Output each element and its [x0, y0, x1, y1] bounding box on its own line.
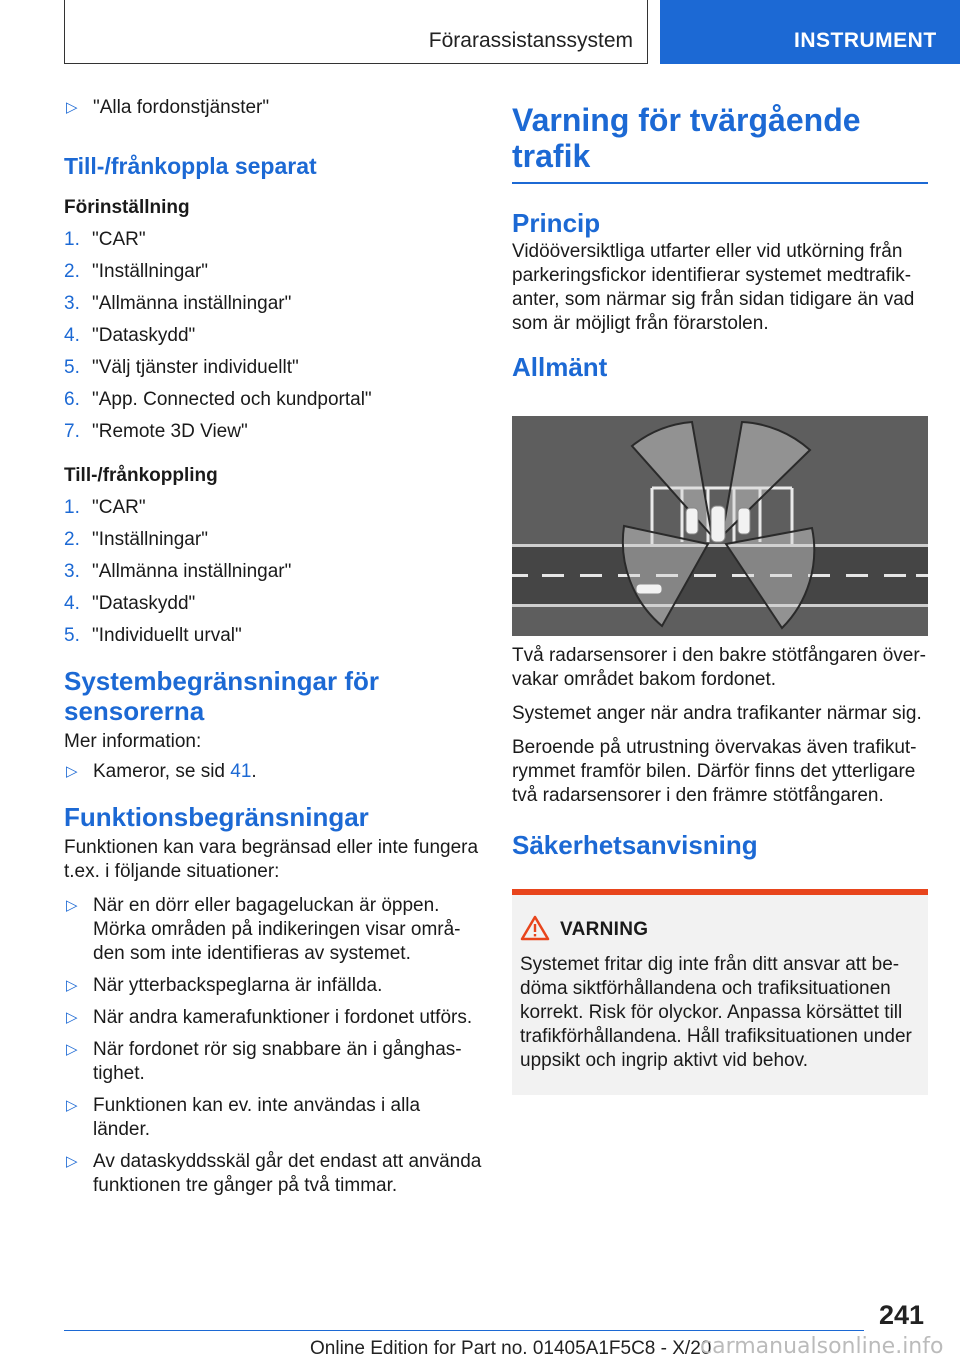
principle-text	[512, 240, 928, 336]
bullet-line: Funktionen kan ev. inte användas i alla länder.	[93, 1095, 421, 1140]
left-column	[64, 96, 482, 1206]
subheading-toggle: Till-/frånkoppling	[64, 465, 218, 486]
text-line: Två radarsensorer i den bakre stötfångaren över-	[512, 645, 926, 666]
bullet-triangle-icon: ▷	[66, 763, 78, 780]
heading-sensor-limits: Systembegränsningar för sensorerna	[64, 666, 379, 726]
step-number: 4.	[64, 593, 80, 614]
text-line: Vidööversiktliga utfarter eller vid utkörning från	[512, 241, 903, 262]
bullet-line: Mörka områden på indikeringen visar områ-	[93, 919, 461, 940]
header-chapter-tab[interactable]	[660, 0, 960, 64]
step-label: "CAR"	[92, 229, 146, 250]
toggle-step	[64, 528, 482, 560]
step-label: "Allmänna inställningar"	[92, 561, 292, 582]
step-number: 3.	[64, 293, 80, 314]
bullet-triangle-icon: ▷	[66, 1153, 78, 1170]
step-label: "Remote 3D View"	[92, 421, 248, 442]
heading-general: Allmänt	[512, 352, 608, 382]
text-line: uppsikt och ingrip aktivt vid behov.	[520, 1050, 808, 1071]
warning-bar	[512, 889, 928, 895]
step-number: 5.	[64, 357, 80, 378]
header-chapter-title: INSTRUMENT	[794, 29, 937, 52]
preset-step	[64, 228, 482, 260]
step-label: "Välj tjänster individuellt"	[92, 357, 299, 378]
preset-step	[64, 324, 482, 356]
text-line: döma siktförhållandena och trafiksituationen	[520, 978, 891, 999]
watermark: carmanualsonline.info	[700, 1334, 944, 1359]
bullet-line: den som inte identifieras av systemet.	[93, 943, 411, 964]
footer-edition: Online Edition for Part no. 01405A1F5C8 - X/20	[310, 1338, 712, 1359]
page-number: 241	[878, 1300, 924, 1330]
bullet-line: När andra kamerafunktioner i fordonet utförs.	[93, 1007, 473, 1028]
text-line: trafikförhållandena. Håll trafiksituationen under	[520, 1026, 912, 1047]
preset-step	[64, 260, 482, 292]
toggle-step	[64, 496, 482, 528]
text-line: vakar området bakom fordonet.	[512, 669, 777, 690]
step-number: 2.	[64, 261, 80, 282]
heading-toggle-separate: Till-/frånkoppla separat	[64, 153, 317, 179]
step-number: 7.	[64, 421, 80, 442]
step-label: "Individuellt urval"	[92, 625, 242, 646]
toggle-step	[64, 592, 482, 624]
text-line: rymmet framför bilen. Därför finns det ytterligare	[512, 761, 916, 782]
heading-principle: Princip	[512, 208, 601, 238]
text-line: Systemet anger när andra trafikanter närmar sig.	[512, 703, 922, 724]
text-line: som är möjligt från förarstolen.	[512, 313, 769, 334]
function-limits-list	[64, 894, 482, 1198]
text-line: parkeringsfickor identifierar systemet medtrafik-	[512, 265, 912, 286]
warning-box	[512, 889, 928, 1095]
paragraph-indication	[512, 702, 928, 726]
bullet-line: När en dörr eller bagageluckan är öppen.	[93, 895, 440, 916]
toggle-steps-list	[64, 496, 482, 656]
bullet-triangle-icon: ▷	[66, 1097, 78, 1114]
step-number: 4.	[64, 325, 80, 346]
bullet-item	[64, 1038, 482, 1086]
paragraph-sensors-front	[512, 736, 928, 808]
step-number: 1.	[64, 229, 80, 250]
bullet-line: tighet.	[93, 1063, 145, 1084]
step-label: "Dataskydd"	[92, 593, 196, 614]
step-number: 5.	[64, 625, 80, 646]
step-number: 1.	[64, 497, 80, 518]
footer-rule	[64, 1330, 864, 1331]
page-link[interactable]: 41	[230, 761, 252, 782]
step-number: 2.	[64, 529, 80, 550]
heading-cross-traffic: Varning för tvärgående trafik	[512, 102, 861, 174]
warning-triangle-icon	[520, 915, 550, 941]
step-number: 3.	[64, 561, 80, 582]
heading-function-limits: Funktionsbegränsningar	[64, 802, 369, 832]
text-line: Beroende på utrustning övervakas även trafikut-	[512, 737, 917, 758]
bullet-line: När ytterbackspeglarna är infällda.	[93, 975, 383, 996]
general-text-block	[512, 644, 928, 860]
step-number: 6.	[64, 389, 80, 410]
bullet-item: ▷ Kameror, se sid 41.	[66, 761, 257, 782]
right-column	[512, 102, 928, 382]
bullet-triangle-icon: ▷	[66, 1041, 78, 1058]
bullet-item	[64, 1150, 482, 1198]
step-label: "App. Connected och kundportal"	[92, 389, 372, 410]
bullet-line: funktionen tre gånger på två timmar.	[93, 1175, 398, 1196]
toggle-step	[64, 624, 482, 656]
step-label: "CAR"	[92, 497, 146, 518]
bullet-triangle-icon: ▷	[66, 1009, 78, 1026]
toggle-step	[64, 560, 482, 592]
warning-title: VARNING	[560, 919, 649, 940]
bullet-item	[64, 1006, 482, 1030]
subheading-preset: Förinställning	[64, 197, 190, 218]
radar-illustration	[512, 416, 928, 636]
header-section-title: Förarassistanssystem	[428, 29, 633, 52]
bullet-triangle-icon: ▷	[66, 897, 78, 914]
bullet-item: ▷ "Alla fordonstjänster"	[66, 97, 270, 118]
step-label: "Dataskydd"	[92, 325, 196, 346]
preset-step	[64, 420, 482, 452]
bullet-triangle-icon: ▷	[66, 977, 78, 994]
bullet-item	[64, 1094, 482, 1142]
heading-safety: Säkerhetsanvisning	[512, 830, 758, 860]
text-line: Systemet fritar dig inte från ditt ansvar att be-	[520, 954, 900, 975]
step-label: "Allmänna inställningar"	[92, 293, 292, 314]
preset-step	[64, 292, 482, 324]
header-section-box	[64, 0, 648, 64]
preset-step	[64, 388, 482, 420]
text-line: korrekt. Risk för olyckor. Anpassa körsättet till	[520, 1002, 903, 1023]
step-label: "Inställningar"	[92, 261, 208, 282]
bullet-item	[64, 894, 482, 966]
bullet-item	[64, 974, 482, 998]
bullet-line: Av dataskyddsskäl går det endast att använda	[93, 1151, 482, 1172]
text-line: anter, som närmar sig från sidan tidigare än vad	[512, 289, 915, 310]
bullet-triangle-icon: ▷	[66, 99, 78, 116]
bullet-line: När fordonet rör sig snabbare än i gånghas-	[93, 1039, 462, 1060]
preset-step	[64, 356, 482, 388]
preset-steps-list	[64, 228, 482, 452]
warning-text	[520, 953, 920, 1073]
text-line: två radarsensorer i den främre stötfångaren.	[512, 785, 884, 806]
paragraph-sensors-rear	[512, 644, 928, 692]
func-intro: Funktionen kan vara begränsad eller inte fungera t.ex. i följande situationer:	[64, 837, 479, 882]
step-label: "Inställningar"	[92, 529, 208, 550]
more-info-text: Mer information:	[64, 731, 202, 752]
